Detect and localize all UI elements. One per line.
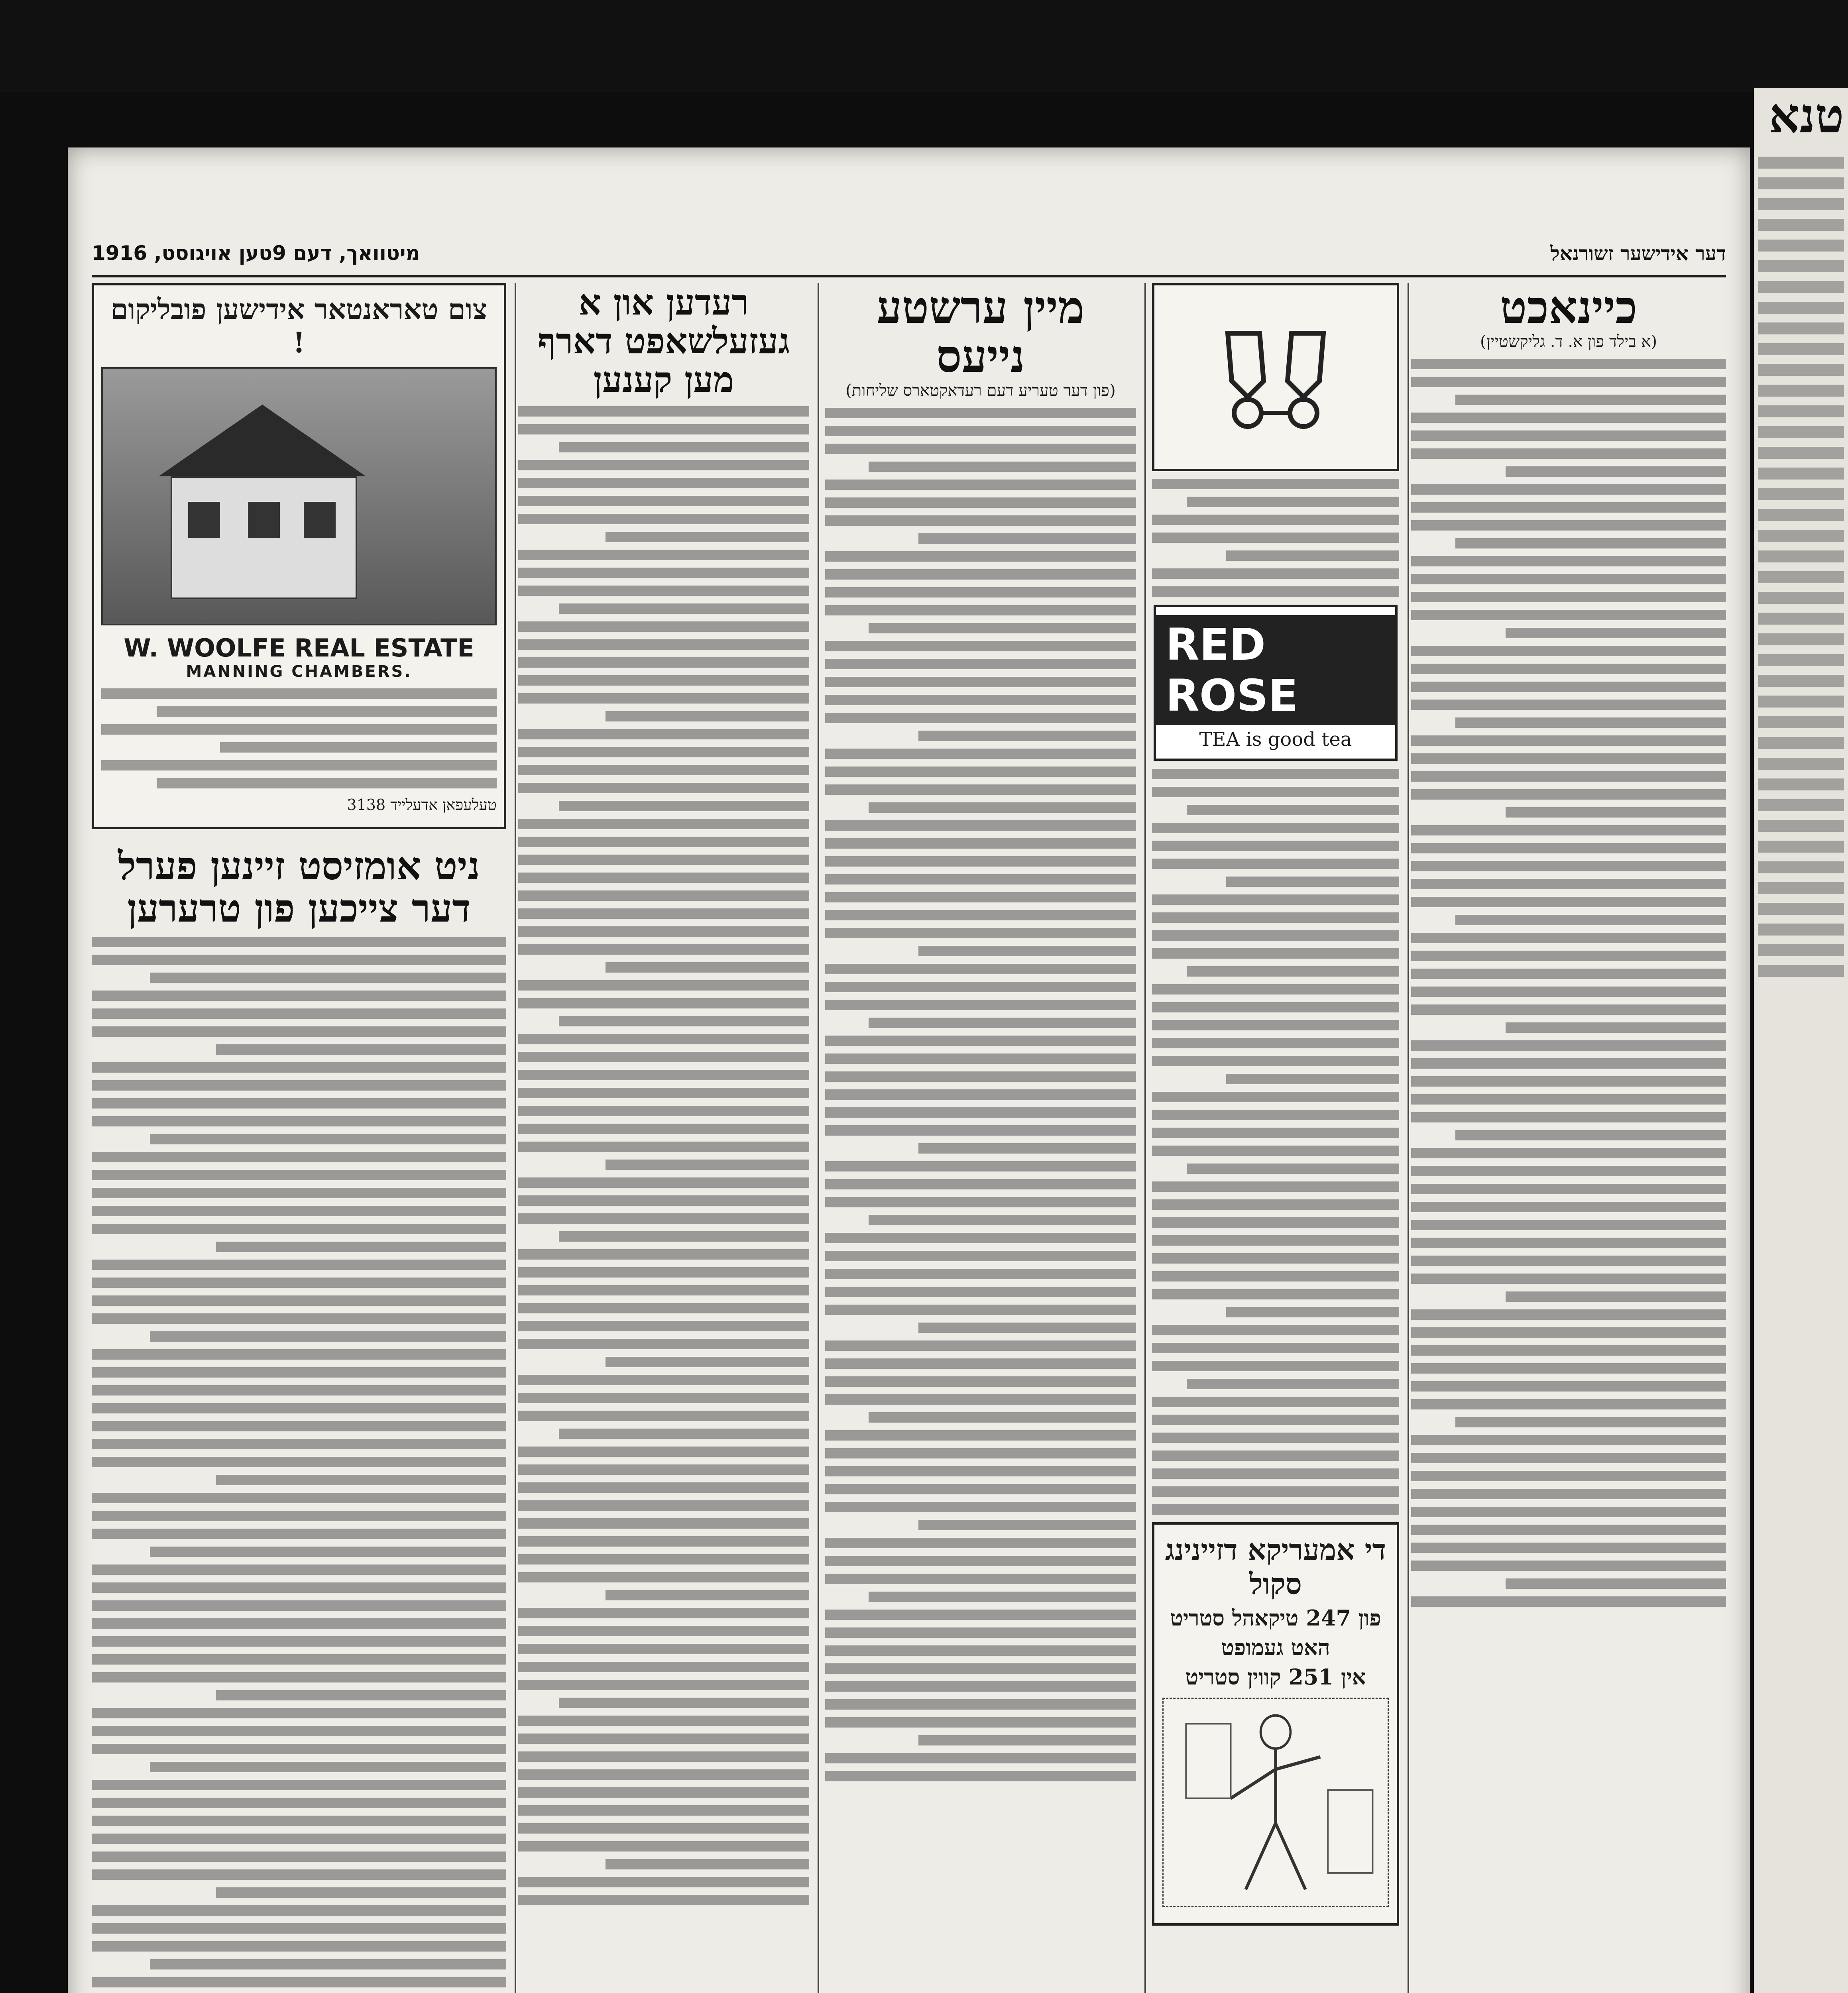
column-divider bbox=[515, 283, 516, 1993]
house-photo bbox=[101, 367, 497, 625]
realestate-banner bbox=[101, 633, 497, 681]
article-byline: (א בילד פון א. ד. גליקשטיין) bbox=[1480, 332, 1657, 351]
page-date: מיטוואך, דעם 9טען אויגוסט, 1916 bbox=[92, 242, 420, 265]
newspaper-page bbox=[68, 147, 1750, 1993]
column-divider bbox=[1408, 283, 1409, 1993]
article-byline: (פון דער טעריע דעם רעדאקטארס שליחות) bbox=[845, 381, 1116, 400]
dance-ad-line3: אין 251 קווין סטריט bbox=[1185, 1664, 1366, 1690]
article-headline: ניט אומזיסט זיינען פערל דער צייכען פון טרערען bbox=[118, 843, 480, 931]
handcuffs-icon bbox=[1204, 317, 1347, 437]
column-my-first-news bbox=[825, 283, 1136, 1789]
article-headline: רעדען און א געזעלשאפט דארף מען קענען bbox=[537, 281, 790, 400]
column-real-estate-and-pearls bbox=[92, 283, 506, 1993]
article-title: כיינאכט bbox=[1500, 281, 1638, 334]
window-shape bbox=[248, 502, 280, 538]
adjacent-page-title-fragment bbox=[1754, 88, 1848, 144]
column-divider bbox=[1144, 283, 1146, 1993]
dancer-icon bbox=[1164, 1699, 1388, 1906]
tea-tagline: TEA is good tea bbox=[1199, 728, 1352, 751]
column-kinnacht bbox=[1411, 283, 1726, 1614]
article-body bbox=[92, 937, 506, 1993]
dance-ad-line1: פון 247 טיקאהל סטריט bbox=[1170, 1605, 1381, 1631]
realestate-name: W. WOOLFE REAL ESTATE bbox=[124, 633, 474, 662]
page-header bbox=[92, 231, 1726, 277]
column-divider bbox=[818, 283, 819, 1993]
red-rose-tea-ad bbox=[1154, 605, 1398, 761]
article-body bbox=[518, 406, 809, 1905]
window-shape bbox=[304, 502, 336, 538]
house-roof-shape bbox=[159, 405, 366, 476]
article-body bbox=[1152, 769, 1399, 1515]
article-body bbox=[825, 408, 1136, 1781]
phone-line: טעלעפאן אדעלייד 3138 bbox=[347, 796, 497, 814]
ad-heading: צום טאראנטאר אידישען פובליקום ! bbox=[110, 293, 488, 359]
adjacent-page-edge bbox=[1754, 88, 1848, 1993]
column-ads-and-text bbox=[1152, 283, 1399, 1926]
house-body-shape bbox=[171, 476, 357, 599]
dancing-figure-illustration bbox=[1162, 1698, 1389, 1907]
adjacent-title-text: טנא bbox=[1769, 88, 1844, 144]
article-headline: מיין ערשטע נייעס bbox=[877, 281, 1085, 383]
adjacent-page-text bbox=[1754, 144, 1848, 990]
window-shape bbox=[188, 502, 220, 538]
tea-brand: RED ROSE bbox=[1156, 615, 1395, 725]
ad-side-text bbox=[1152, 479, 1399, 597]
page-title: דער אידישער זשורנאל bbox=[1550, 241, 1726, 265]
film-edge-top bbox=[0, 0, 1848, 92]
ad-body bbox=[101, 688, 497, 788]
dance-ad-title: די אמעריקא דזיינינג סקול bbox=[1165, 1533, 1386, 1601]
column-talking-in-society bbox=[518, 283, 809, 1913]
realestate-address: MANNING CHAMBERS. bbox=[186, 662, 412, 681]
dancing-school-ad bbox=[1152, 1522, 1399, 1926]
article-body bbox=[1411, 359, 1726, 1607]
handcuff-ad bbox=[1152, 283, 1399, 471]
dance-ad-line2: האט געמופט bbox=[1221, 1635, 1330, 1660]
real-estate-ad bbox=[92, 283, 506, 829]
